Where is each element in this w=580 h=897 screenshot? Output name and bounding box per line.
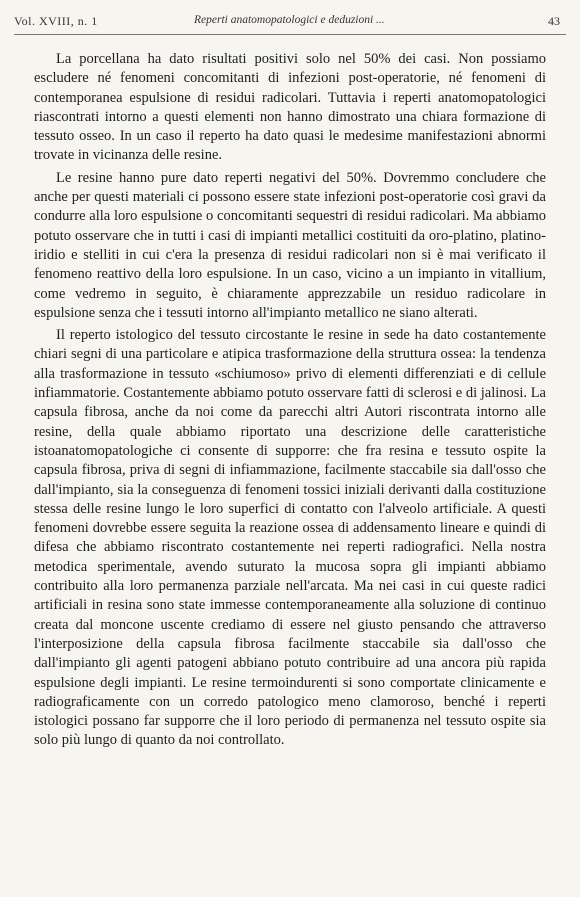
- paragraph-reperto-istologico: Il reperto istologico del tessuto circostante le resine in sede ha dato costantemente chiari segni di una particolare e atipica trasformazione della struttura ossea: la tendenza alla trasformazione in tessuto «schiumoso» privo di elementi differenziati e di cellule infiammatorie. Costantemente abbiamo potuto osservare fatti di sclerosi e di jalinosi. La capsula fibrosa, anche da noi come da parecchi altri Autori riscontrata intorno alle resine, della quale abbiamo riportato una descrizione delle caratteristiche istoanatomopatologiche ci consente di supporre: che fra resina e tessuto ospite la capsula fibrosa, priva di segni di infiammazione, facilmente staccabile sia dall'osso che dall'impianto, sia la conseguenza di fenomeni tossici iniziali derivanti dalla costituzione stessa delle resine lungo le loro superfici di contatto con l'alveolo artificiale. A questi fenomeni dovrebbe essere seguita la reazione ossea di addensamento lineare e quindi di difesa che abbiamo riscontrato costantemente nei reperti radiografici. Nella nostra metodica sperimentale, avendo suturato la mucosa sopra gli impianti abbiamo contribuito alla loro permanenza parziale nell'arcata. Ma nei casi in cui queste radici artificiali in resina sono state immesse contemporaneamente alla soluzione di continuo creata dal moncone uscente crediamo di essere nel giusto pensando che attraverso l'interposizione della capsula fibrosa facilmente staccabile sia dall'osso che dall'impianto gli agenti patogeni abbiano potuto contribuire ad una ancora più rapida espulsione degli impianti. Le resine termoindurenti si sono comportate clinicamente e radiograficamente con un corredo patologico meno clamoroso, benché i reperti istologici possano far supporre che il loro periodo di permanenza nel tessuto ospite sia solo più lungo di quanto da noi controllato.: [34, 327, 546, 749]
- page-number: 43: [548, 14, 560, 28]
- volume-label: Vol. XVIII, n. 1: [14, 14, 98, 28]
- paragraph-porcellana: La porcellana ha dato risultati positivi solo nel 50% dei casi. Non possiamo escludere né fenomeni concomitanti di infezioni post-operatorie, né fenomeni di contemporanea espulsione di residui radicolari. Tuttavia i reperti anatomopatologici riascontrati intorno a questi elementi non hanno dimostrato una chiara formazione di tessuto osseo. In un caso il reperto ha dato quasi le medesime manifestazioni abnormi trovate in vicinanza delle resine.: [34, 51, 546, 164]
- header-rule: [14, 34, 566, 35]
- running-header: [14, 14, 566, 32]
- body-text: [34, 50, 546, 754]
- running-title: Reperti anatomopatologici e deduzioni ...: [194, 14, 385, 26]
- paragraph-resine: Le resine hanno pure dato reperti negativi del 50%. Dovremmo concludere che anche per questi materiali ci possono essere state infezioni post-operatorie così gravi da condurre alla loro espulsione o concomitanti sequestri di residui radicolari. Ma abbiamo potuto osservare che in tutti i casi di impianti metallici costituiti da oro-platino, platino-iridio e stelliti in cui c'era la presenza di residui radicolari non si è mai verificato il fenomeno reattivo della loro espulsione. In un caso, vicino a un impianto in vitallium, come vedremo in seguito, è chiaramente apprezzabile un residuo radicolare in espulsione senza che i tessuti intorno all'impianto metallico ne siano alterati.: [34, 169, 546, 321]
